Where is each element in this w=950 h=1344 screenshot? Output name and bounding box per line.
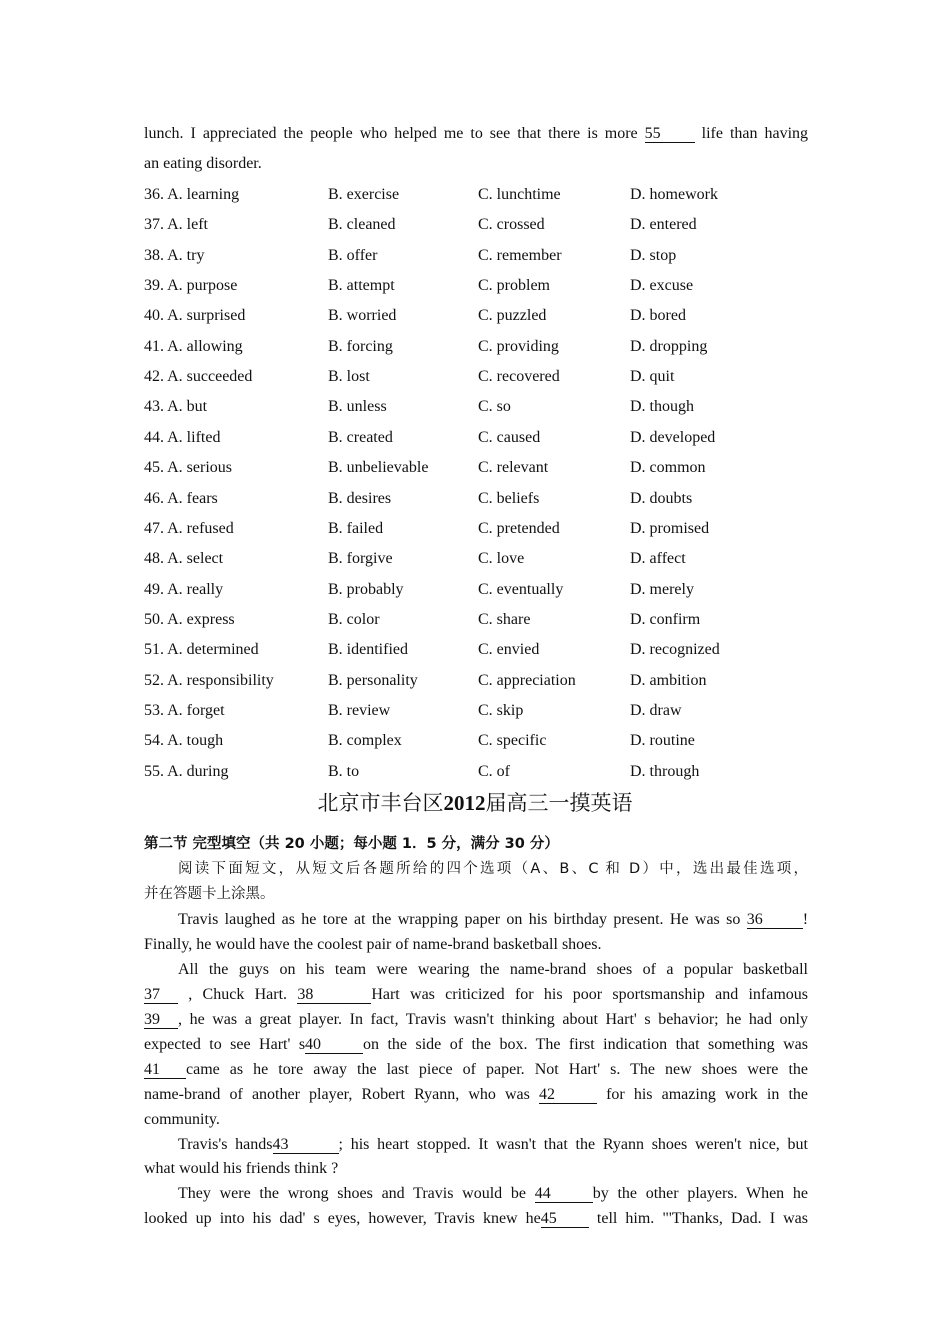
passage-text: , he was a great player. In fact, Travis wasn't thinking about Hart' s behavior; he had only [178, 1011, 808, 1028]
option-c: C. remember [478, 247, 562, 264]
blank-40: 40 [305, 1037, 363, 1054]
option-d: D. recognized [630, 641, 720, 658]
passage-line [144, 1035, 808, 1055]
passage-text: expected to see Hart' s [144, 1036, 306, 1053]
option-d: D. promised [630, 520, 710, 537]
option-a: 55. A. during [144, 763, 229, 780]
option-c: C. appreciation [478, 672, 576, 689]
passage-text: for his amazing work in the [606, 1086, 808, 1103]
option-d: D. affect [630, 550, 686, 567]
option-c: C. lunchtime [478, 186, 561, 203]
option-d: D. common [630, 459, 706, 476]
passage-line [144, 1010, 808, 1030]
instruction-line: 阅读下面短文，从短文后各题所给的四个选项（A、B、C 和 D）中，选出最佳选项， [178, 861, 808, 877]
passage-text: on the side of the box. The first indication that something was [363, 1036, 809, 1053]
passage-line: All the guys on his team were wearing the name-brand shoes of a popular basketball [178, 961, 808, 978]
option-a: 49. A. really [144, 581, 224, 598]
title-text: 北京市丰台区 [317, 791, 444, 815]
option-a: 47. A. refused [144, 520, 234, 537]
option-c: C. envied [478, 641, 540, 658]
option-c: C. specific [478, 732, 547, 749]
blank-44: 44 [535, 1186, 593, 1203]
option-c: C. of [478, 763, 510, 780]
passage-text: Hart was criticized for his poor sportsmanship and infamous [371, 986, 809, 1003]
option-d: D. routine [630, 732, 695, 749]
option-d: D. dropping [630, 338, 708, 355]
option-d: D. confirm [630, 611, 701, 628]
passage-line: an eating disorder. [144, 155, 262, 172]
option-a: 44. A. lifted [144, 429, 221, 446]
blank-37: 37 [144, 987, 178, 1004]
blank-41: 41 [144, 1062, 186, 1079]
page-title [0, 790, 950, 816]
option-d: D. draw [630, 702, 682, 719]
option-b: B. unless [328, 398, 387, 415]
option-a: 42. A. succeeded [144, 368, 253, 385]
passage-text: ! [802, 911, 809, 928]
option-b: B. worried [328, 307, 397, 324]
blank-55: 55 [645, 126, 695, 143]
option-a: 45. A. serious [144, 459, 232, 476]
passage-text: name-brand of another player, Robert Ryann, who was [144, 1086, 530, 1103]
passage-text: life than having [701, 125, 809, 142]
passage-text: looked up into his dad' s eyes, however, Travis knew he [144, 1210, 541, 1227]
option-d: D. doubts [630, 490, 693, 507]
option-c: C. skip [478, 702, 524, 719]
instruction-line: 并在答题卡上涂黑。 [144, 886, 275, 902]
option-a: 51. A. determined [144, 641, 259, 658]
option-a: 39. A. purpose [144, 277, 238, 294]
option-d: D. bored [630, 307, 686, 324]
blank-36: 36 [747, 912, 803, 929]
option-b: B. forgive [328, 550, 393, 567]
passage-text: , Chuck Hart. [188, 986, 288, 1003]
option-b: B. identified [328, 641, 408, 658]
option-c: C. crossed [478, 216, 545, 233]
passage-text: ; his heart stopped. It wasn't that the Ryann shoes weren't nice, but [338, 1136, 808, 1153]
blank-42: 42 [539, 1087, 597, 1104]
passage-line: Finally, he would have the coolest pair of name-brand basketball shoes. [144, 936, 602, 953]
option-b: B. to [328, 763, 360, 780]
section-header: 第二节 完型填空（共 20 小题；每小题 1．5 分，满分 30 分） [144, 836, 559, 852]
passage-line [144, 1085, 808, 1105]
option-c: C. share [478, 611, 531, 628]
option-c: C. pretended [478, 520, 560, 537]
option-a: 41. A. allowing [144, 338, 243, 355]
option-d: D. excuse [630, 277, 694, 294]
option-d: D. stop [630, 247, 677, 264]
option-b: B. desires [328, 490, 392, 507]
option-b: B. lost [328, 368, 370, 385]
passage-text: by the other players. When he [592, 1185, 809, 1202]
option-a: 50. A. express [144, 611, 235, 628]
option-a: 38. A. try [144, 247, 205, 264]
blank-38: 38 [297, 987, 371, 1004]
option-d: D. quit [630, 368, 675, 385]
option-a: 48. A. select [144, 550, 224, 567]
option-d: D. though [630, 398, 694, 415]
passage-line [144, 124, 808, 144]
option-c: C. love [478, 550, 525, 567]
option-b: B. cleaned [328, 216, 396, 233]
passage-line [144, 1060, 808, 1080]
option-b: B. color [328, 611, 380, 628]
blank-39: 39 [144, 1012, 178, 1029]
option-c: C. recovered [478, 368, 560, 385]
option-a: 43. A. but [144, 398, 208, 415]
passage-line: what would his friends think ? [144, 1160, 339, 1177]
passage-line [144, 1209, 808, 1229]
option-d: D. merely [630, 581, 694, 598]
option-a: 46. A. fears [144, 490, 218, 507]
passage-text: came as he tore away the last piece of paper. Not Hart' s. The new shoes were the [186, 1061, 808, 1078]
passage-text: Travis's hands [178, 1136, 273, 1153]
option-c: C. eventually [478, 581, 564, 598]
passage-text: tell him. "'Thanks, Dad. I was [596, 1210, 809, 1227]
option-c: C. puzzled [478, 307, 547, 324]
option-c: C. caused [478, 429, 541, 446]
option-c: C. relevant [478, 459, 549, 476]
option-c: C. providing [478, 338, 559, 355]
option-a: 40. A. surprised [144, 307, 246, 324]
option-d: D. ambition [630, 672, 707, 689]
option-b: B. personality [328, 672, 418, 689]
option-a: 52. A. responsibility [144, 672, 274, 689]
option-a: 54. A. tough [144, 732, 224, 749]
title-year: 2012 [443, 791, 486, 815]
option-d: D. homework [630, 186, 718, 203]
title-text: 届高三一摸英语 [485, 791, 633, 815]
passage-line [178, 1184, 808, 1204]
passage-line [178, 910, 808, 930]
blank-43: 43 [273, 1137, 339, 1154]
option-b: B. review [328, 702, 391, 719]
option-b: B. unbelievable [328, 459, 429, 476]
option-b: B. exercise [328, 186, 400, 203]
passage-line [178, 1135, 808, 1155]
option-c: C. beliefs [478, 490, 540, 507]
option-b: B. created [328, 429, 393, 446]
passage-text: Travis laughed as he tore at the wrapping paper on his birthday present. He was so [178, 911, 741, 928]
option-b: B. complex [328, 732, 402, 749]
option-b: B. probably [328, 581, 404, 598]
option-c: C. problem [478, 277, 550, 294]
passage-text: lunch. I appreciated the people who helped me to see that there is more [144, 125, 638, 142]
option-a: 53. A. forget [144, 702, 225, 719]
option-b: B. offer [328, 247, 378, 264]
option-d: D. entered [630, 216, 697, 233]
passage-line: community. [144, 1111, 220, 1128]
option-a: 37. A. left [144, 216, 208, 233]
option-b: B. forcing [328, 338, 393, 355]
option-d: D. developed [630, 429, 716, 446]
option-a: 36. A. learning [144, 186, 240, 203]
option-d: D. through [630, 763, 700, 780]
passage-text: They were the wrong shoes and Travis would be [178, 1185, 526, 1202]
passage-line [144, 985, 808, 1005]
blank-45: 45 [541, 1211, 589, 1228]
option-b: B. attempt [328, 277, 395, 294]
option-b: B. failed [328, 520, 384, 537]
option-c: C. so [478, 398, 511, 415]
